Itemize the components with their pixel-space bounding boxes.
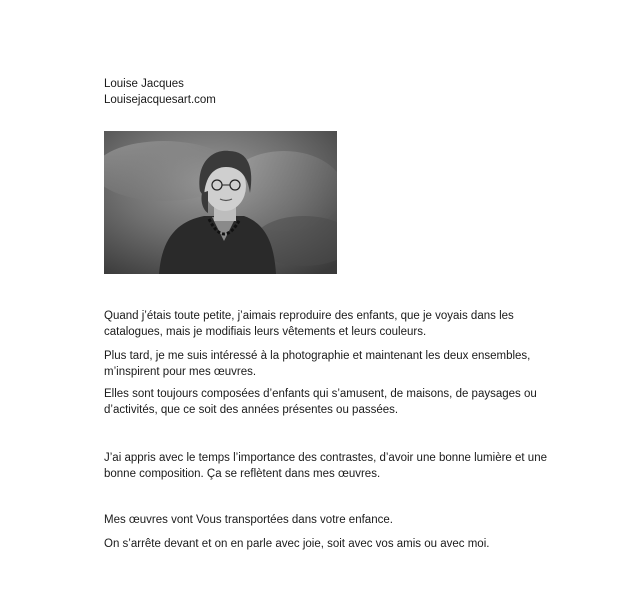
paragraph-photography: Plus tard, je me suis intéressé à la photographie et maintenant les deux ensembles, m’inspirent pour mes œuvres.: [104, 350, 531, 378]
paragraph-transport: Mes œuvres vont Vous transportées dans votre enfance.: [104, 514, 393, 526]
portrait-image: [104, 131, 337, 274]
portrait-photo: [104, 131, 337, 274]
author-name: Louise Jacques: [104, 78, 184, 90]
paragraph-contrasts: J’ai appris avec le temps l’importance des contrastes, d’avoir une bonne lumière et une bonne composition. Ça se reflètent dans mes œuvres.: [104, 452, 547, 480]
author-website: Louisejacquesart.com: [104, 94, 216, 106]
paragraph-joy: On s’arrête devant et on en parle avec joie, soit avec vos amis ou avec moi.: [104, 538, 490, 550]
paragraph-subjects: Elles sont toujours composées d’enfants qui s’amusent, de maisons, de paysages ou d’activités, que ce soit des années présentes ou passées.: [104, 388, 537, 416]
author-header: [104, 76, 216, 108]
paragraph-childhood: Quand j’étais toute petite, j’aimais reproduire des enfants, que je voyais dans les catalogues, mais je modifiais leurs vêtements et leurs couleurs.: [104, 310, 514, 338]
